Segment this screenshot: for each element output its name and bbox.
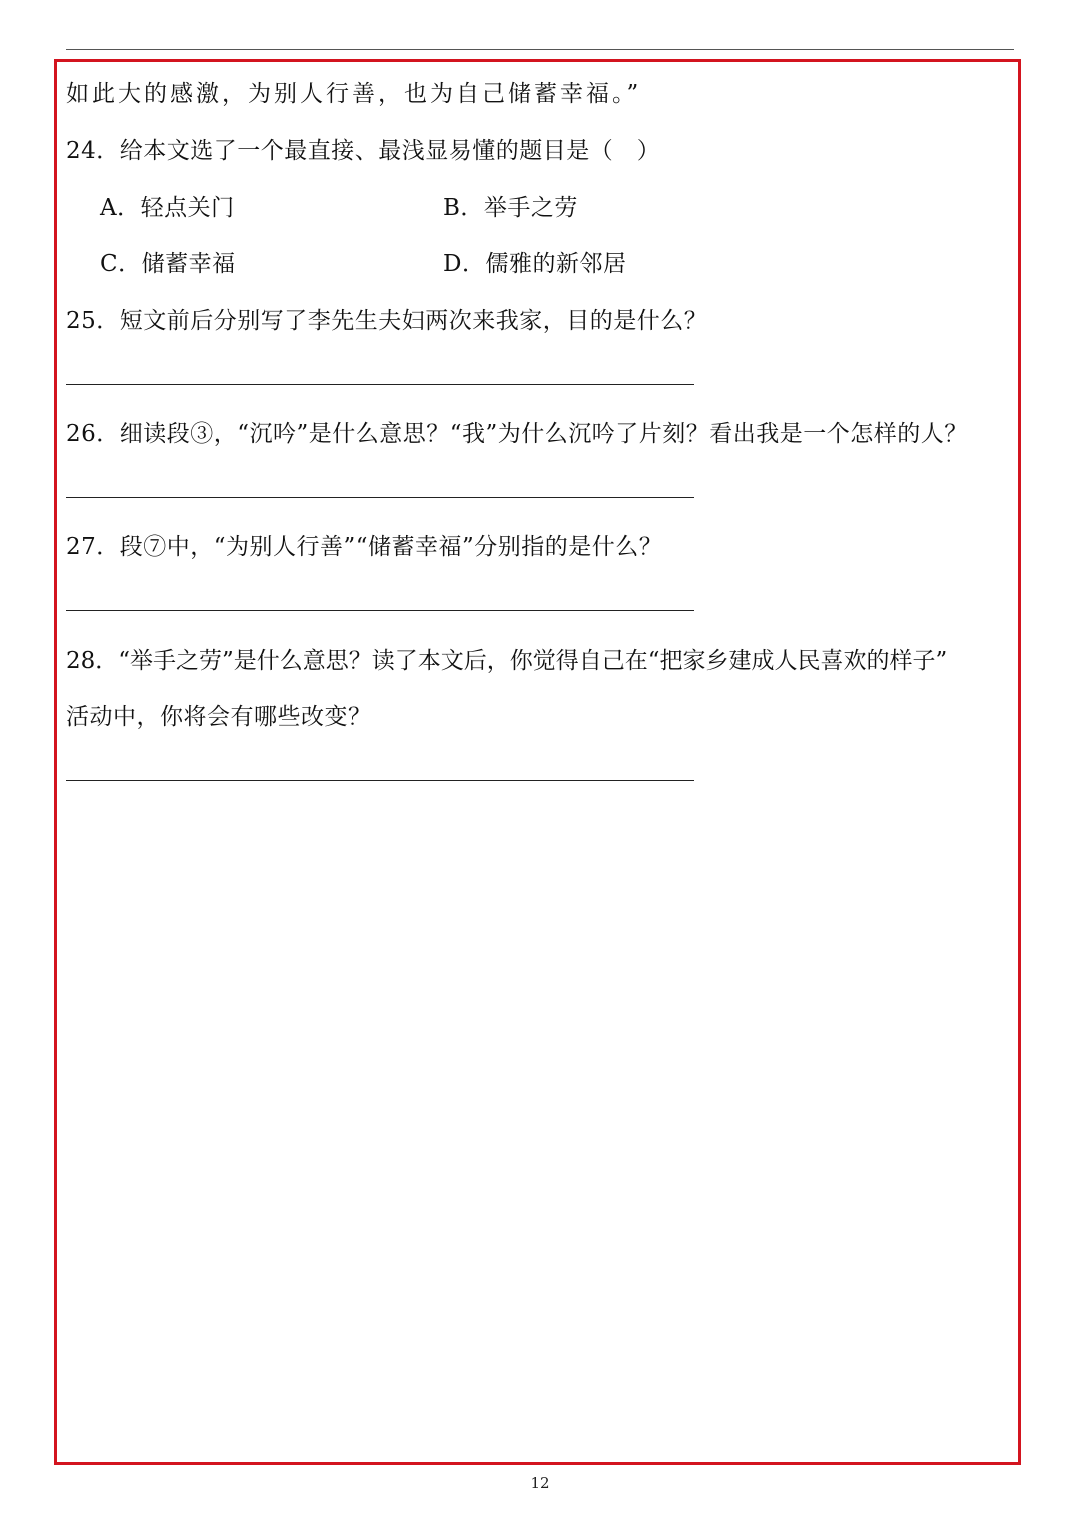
- question-25: 25．短文前后分别写了李先生夫妇两次来我家，目的是什么？: [66, 308, 708, 334]
- header-rule: [66, 49, 1014, 50]
- option-d: D．儒雅的新邻居: [443, 251, 627, 277]
- question-24: 24．给本文选了一个最直接、最浅显易懂的题目是（ ）: [66, 138, 661, 164]
- answer-line-26: [66, 497, 694, 498]
- question-28-line1: 28．“举手之劳”是什么意思？读了本文后，你觉得自己在“把家乡建成人民喜欢的样子”: [66, 648, 948, 674]
- answer-line-25: [66, 384, 694, 385]
- question-28-line2: 活动中，你将会有哪些改变？: [66, 704, 372, 730]
- option-c: C．储蓄幸福: [100, 251, 236, 277]
- page-number: 12: [530, 1474, 550, 1492]
- question-26: 26．细读段③，“沉吟”是什么意思？“我”为什么沉吟了片刻？看出我是一个怎样的人？: [66, 421, 968, 447]
- passage-continuation: 如此大的感激，为别人行善，也为自己储蓄幸福。”: [66, 81, 642, 107]
- answer-line-27: [66, 610, 694, 611]
- answer-line-28: [66, 780, 694, 781]
- question-27: 27．段⑦中，“为别人行善”“储蓄幸福”分别指的是什么？: [66, 534, 663, 560]
- option-b: B．举手之劳: [443, 195, 578, 221]
- option-a: A．轻点关门: [100, 195, 235, 221]
